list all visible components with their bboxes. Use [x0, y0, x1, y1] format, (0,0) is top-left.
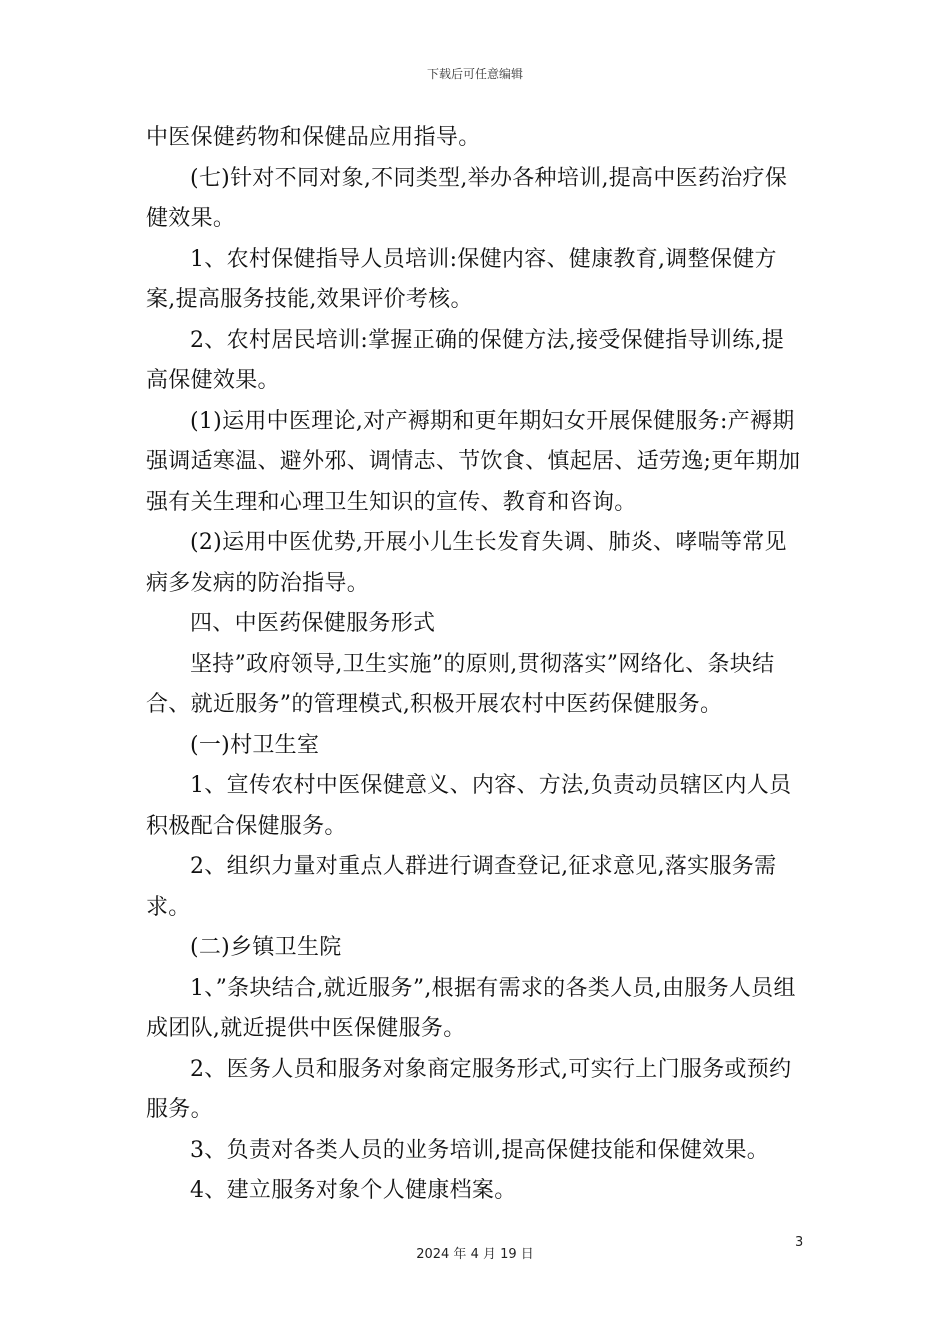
- paragraph-training-heading: (七)针对不同对象,不同类型,举办各种培训,提高中医药治疗保健效果。: [146, 165, 788, 231]
- document-body: [146, 118, 806, 1212]
- paragraph-women-health: (1)运用中医理论,对产褥期和更年期妇女开展保健服务:产褥期强调适寒温、避外邪、调情志、节饮食、慎起居、适劳逸;更年期加强有关生理和心理卫生知识的宣传、教育和咨询。: [146, 408, 801, 515]
- subheading-township-hospital: (二)乡镇卫生院: [190, 935, 342, 960]
- paragraph-resident-training: 2、农村居民培训:掌握正确的保健方法,接受保健指导训练,提高保健效果。: [146, 327, 785, 393]
- paragraph-village-item-2: 2、组织力量对重点人群进行调查登记,征求意见,落实服务需求。: [146, 854, 777, 920]
- paragraph-guide-training: 1、农村保健指导人员培训:保健内容、健康教育,调整保健方案,提高服务技能,效果评价考核。: [146, 246, 777, 312]
- paragraph-principle: 坚持”政府领导,卫生实施”的原则,贯彻落实”网络化、条块结合、就近服务”的管理模式,积极开展农村中医药保健服务。: [146, 651, 775, 717]
- paragraph-village-item-1: 1、宣传农村中医保健意义、内容、方法,负责动员辖区内人员积极配合保健服务。: [146, 773, 792, 839]
- paragraph-child-health: (2)运用中医优势,开展小儿生长发育失调、肺炎、哮喘等常见病多发病的防治指导。: [146, 530, 787, 596]
- subheading-village-clinic: (一)村卫生室: [190, 732, 320, 758]
- page-number: 3: [795, 1235, 804, 1250]
- paragraph-township-item-1: 1、”条块结合,就近服务”,根据有需求的各类人员,由服务人员组成团队,就近提供中医保健服务。: [146, 975, 796, 1041]
- footer-date: 2024 年 4 月 19 日: [416, 1247, 534, 1262]
- paragraph-continuation: 中医保健药物和保健品应用指导。: [146, 125, 481, 150]
- paragraph-township-item-4: 4、建立服务对象个人健康档案。: [190, 1178, 517, 1203]
- section-heading-service-forms: 四、中医药保健服务形式: [190, 611, 436, 636]
- page-header: 下载后可任意编辑: [426, 67, 523, 81]
- paragraph-township-item-2: 2、医务人员和服务对象商定服务形式,可实行上门服务或预约服务。: [146, 1056, 792, 1122]
- paragraph-township-item-3: 3、负责对各类人员的业务培训,提高保健技能和保健效果。: [190, 1137, 770, 1163]
